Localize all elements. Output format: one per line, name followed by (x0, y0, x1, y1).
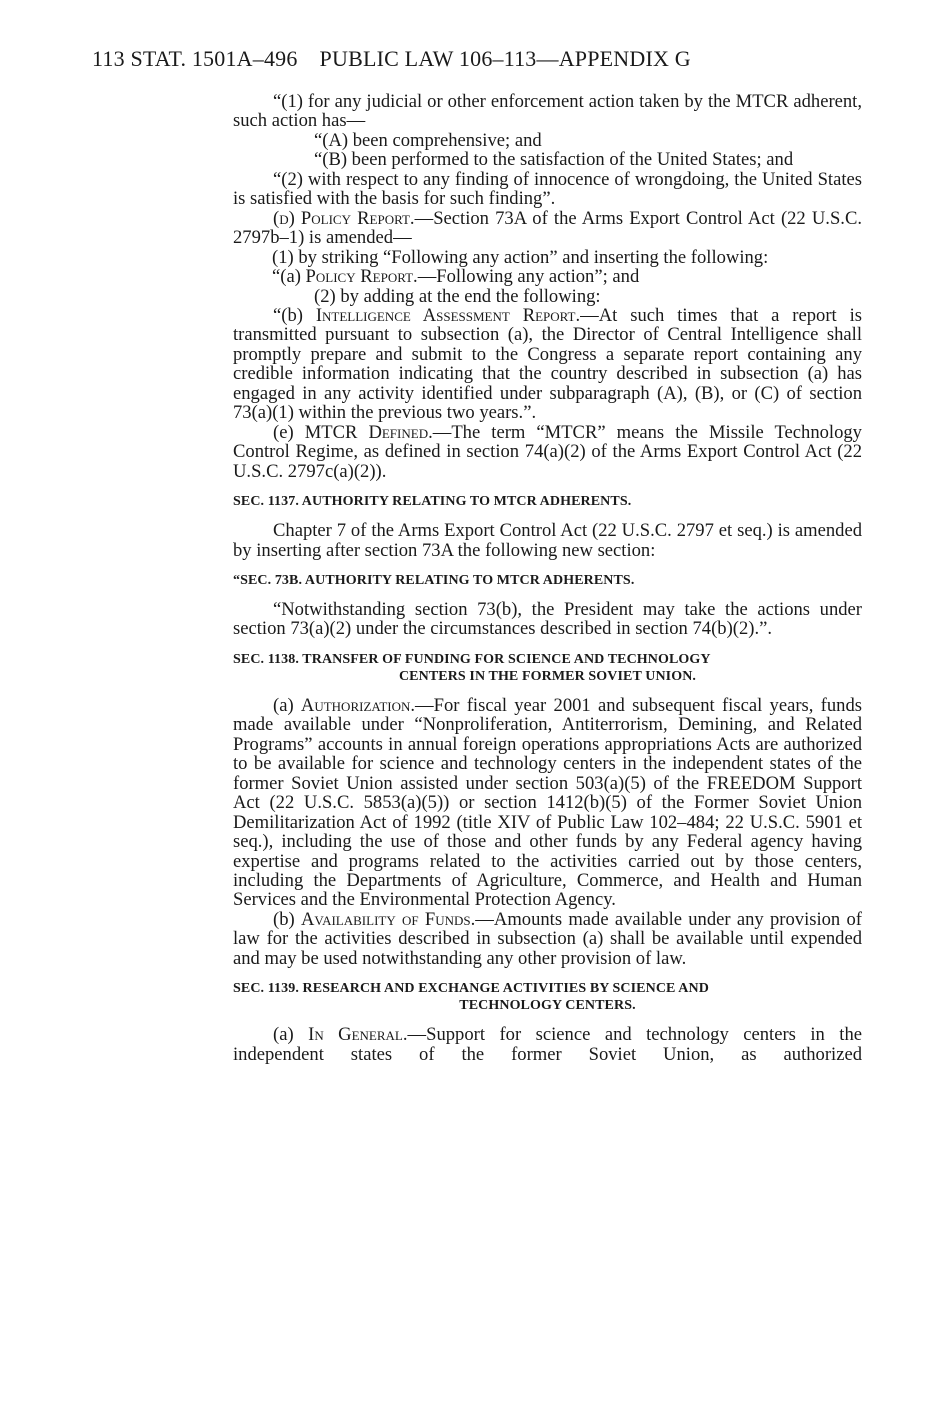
paragraph-9 (233, 306, 862, 423)
paragraph-7-text: —Following any action”; and (417, 266, 640, 288)
subsection-1138-a-text: —For fiscal year 2001 and subsequent fiscal years, funds made available under “Nonproliferation, Antiterrorism, Demining, and Related Programs” accounts in annual foreign operations appropriations Acts are authorized to be available for science and technology centers in the independent states of the former Soviet Union assisted under section 503(a)(5) of the FREEDOM Support Act (22 U.S.C. 5853(a)(5)) or section 1412(b)(5) of the Former Soviet Union Demilitarization Act of 1992 (title XIV of Public Law 102–484; 22 U.S.C. 5901 et seq.), including the use of those and other funds by any Federal agency having expertise and programs related to the activities carried out by those centers, including the Departments of Agriculture, Commerce, and Health and Human Services and the Environmental Protection Agency. (233, 694, 862, 911)
section-1137-heading (233, 493, 862, 510)
page-header (92, 46, 691, 72)
subsection-e-prefix: (e) MTCR (273, 421, 369, 443)
subsection-1139-a-prefix: (a) (273, 1024, 309, 1046)
section-1139-heading-line-1: SEC. 1139. RESEARCH AND EXCHANGE ACTIVITIES BY SCIENCE AND (233, 981, 709, 997)
paragraph-4: “(2) with respect to any finding of innocence of wrongdoing, the United States is satisfied with the basis for such finding”. (233, 168, 862, 210)
subsection-1139-a-text: —Support for science and technology centers in the independent states of the former Soviet Union, as authorized (233, 1024, 863, 1065)
subsection-1138-b-label: Availability of Funds. (300, 908, 476, 930)
section-1139-heading-line-2: TECHNOLOGY CENTERS. (459, 998, 636, 1014)
subsection-1138-a-prefix: (a) (273, 694, 301, 716)
subsection-e-text: —The term “MTCR” means the Missile Technology Control Regime, as defined in section 74(a)(2) of the Arms Export Control Act (22 U.S.C. 2797c(a)(2)). (233, 421, 862, 482)
section-1137-heading-text: SEC. 1137. AUTHORITY RELATING TO MTCR ADHERENTS. (233, 494, 632, 510)
paragraph-1: “(1) for any judicial or other enforcement action taken by the MTCR adherent, such action has— (233, 91, 862, 132)
subsection-1138-a-label: Authorization. (300, 694, 416, 716)
subsection-e (233, 423, 862, 481)
paragraph-3 (233, 150, 862, 169)
subsection-1139-a-label: In General. (308, 1024, 408, 1046)
section-1139-heading (233, 980, 862, 1014)
subsection-1138-b (233, 910, 862, 968)
section-1138-heading-line-2: CENTERS IN THE FORMER SOVIET UNION. (398, 668, 697, 684)
subsection-d-label: (d) Policy Report. (273, 207, 415, 229)
law-title: PUBLIC LAW 106–113—APPENDIX G (319, 46, 691, 71)
paragraph-9-text: —At such times that a report is transmitted pursuant to subsection (a), the Director of Central Intelligence shall promptly prepare and submit to the Congress a separate report containing any credible information indicating that the country described in subsection (a) has engaged in any activity identified under subparagraph (A), (B), or (C) of section 73(a)(1) within the previous two years.”. (233, 304, 862, 424)
statute-citation: 113 STAT. 1501A–496 (92, 46, 298, 71)
subsection-1138-b-text: —Amounts made available under any provision of law for the activities described in subsection (a) shall be available until expended and may be used notwithstanding any other provision of law. (233, 908, 862, 969)
section-73b-heading (233, 572, 862, 589)
paragraph-12: “Notwithstanding section 73(b), the President may take the actions under section 73(a)(2) under the circumstances described in section 74(b)(2).”. (233, 598, 862, 640)
subsection-d (233, 209, 862, 248)
paragraph-7 (233, 267, 862, 286)
section-1138-heading (233, 651, 862, 685)
paragraph-2: “(A) been comprehensive; and (314, 129, 542, 151)
paragraph-7-prefix: “(a) (272, 266, 306, 288)
subsection-e-label: Defined. (368, 421, 433, 443)
document-body (233, 92, 862, 1064)
paragraph-6: (1) by striking “Following any action” and inserting the following: (272, 246, 769, 268)
paragraph-9-prefix: “(b) (273, 304, 316, 326)
subsection-1139-a (233, 1025, 862, 1064)
paragraph-3-text: “(B) been performed to the satisfaction of the United States; and (314, 149, 794, 171)
subsection-d-text: —Section 73A of the Arms Export Control Act (22 U.S.C. 2797b–1) is amended— (233, 207, 862, 249)
section-1138-heading-line-1: SEC. 1138. TRANSFER OF FUNDING FOR SCIENCE AND TECHNOLOGY (233, 651, 711, 667)
paragraph-7-label: Policy Report. (305, 266, 418, 288)
subsection-1138-a (233, 696, 862, 910)
paragraph-8: (2) by adding at the end the following: (314, 285, 601, 307)
paragraph-11: Chapter 7 of the Arms Export Control Act (22 U.S.C. 2797 et seq.) is amended by inserting after section 73A the following new section: (233, 520, 862, 561)
subsection-1138-b-prefix: (b) (273, 908, 301, 930)
paragraph-9-label: Intelligence Assessment Report. (315, 304, 581, 326)
section-73b-heading-text: “SEC. 73B. AUTHORITY RELATING TO MTCR ADHERENTS. (233, 572, 635, 588)
